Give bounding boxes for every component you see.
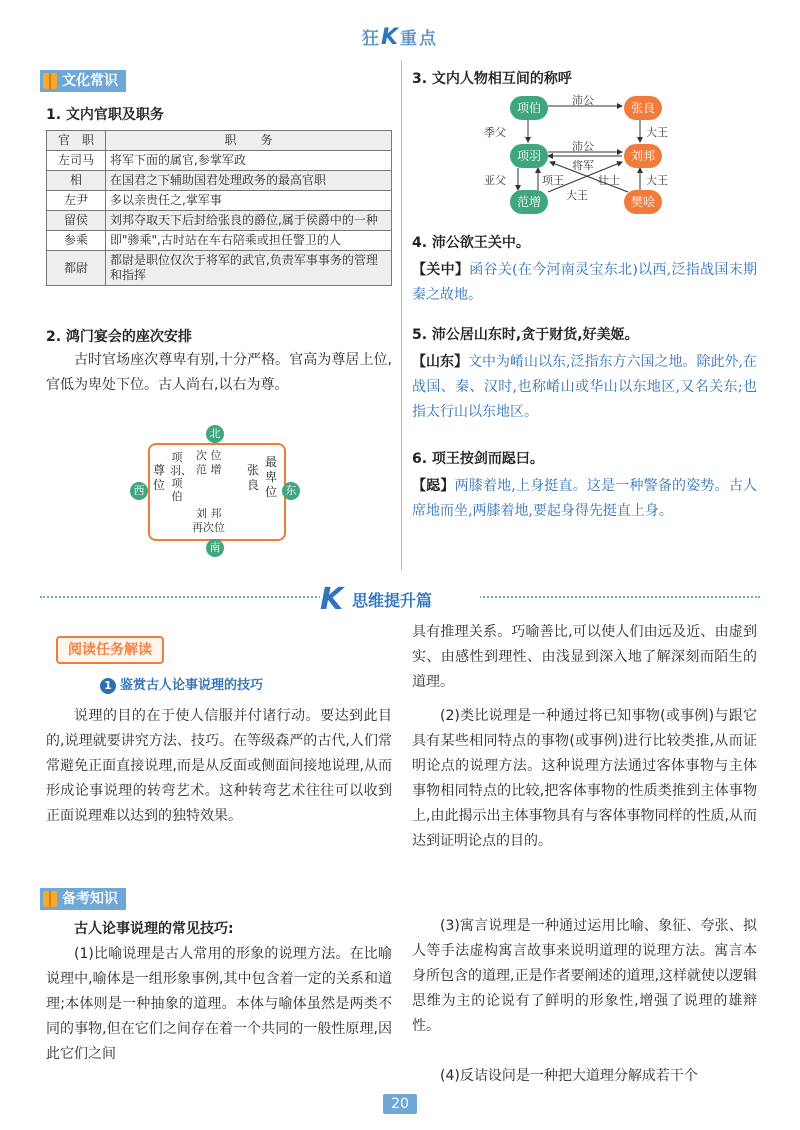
table-cell-title: 都尉 bbox=[47, 251, 106, 286]
section-title-text: 思维提升篇 bbox=[352, 591, 433, 610]
table-row bbox=[47, 171, 392, 191]
q5-explanation bbox=[412, 350, 757, 425]
table-cell-duty: 在国君之下辅助国君处理政务的最高官职 bbox=[106, 171, 392, 191]
q5-label: 【山东】 bbox=[412, 354, 469, 370]
technique-2-paragraph: (2)类比说理是一种通过将已知事物(或事例)与跟它具有某些相同特点的事物(或事例)进行比较类推,从而证明论点的说理方法。这种说理方法通过客体事物与主体事物相同特点的比较,把客体事物的性质类推到主体事物上,由此揭示出主体事物具有与客体事物同样的性质,从而达到证明论点的目的。 bbox=[412, 708, 757, 849]
culture-tag-label: 文化常识 bbox=[62, 73, 118, 89]
q6-heading: 6. 项王按剑而跽曰。 bbox=[412, 451, 544, 467]
table-row bbox=[47, 251, 392, 286]
seat-bottom-names: 刘 邦 bbox=[196, 507, 222, 520]
table-cell-title: 参乘 bbox=[47, 231, 106, 251]
technique-3-paragraph: (3)寓言说理是一种通过运用比喻、象征、夸张、拟人等手法虚构寓言故事来说明道理的说理方法。寓言本身所包含的道理,正是作者要阐述的道理,这样就使以逻辑思维为主的论说有了鲜明的形象性,增强了说理的雄辩性。 bbox=[412, 918, 757, 1034]
seat-left-inner: 项羽、项伯 bbox=[170, 451, 192, 503]
node-xiangyu: 项羽 bbox=[510, 144, 548, 168]
table-header-title: 官 职 bbox=[47, 131, 106, 151]
north-marker: 北 bbox=[206, 425, 224, 443]
south-marker: 南 bbox=[206, 539, 224, 557]
seating-diagram bbox=[130, 425, 300, 555]
edge-label: 将军 bbox=[572, 159, 594, 172]
book-icon bbox=[43, 73, 57, 89]
technique-1-continued: 具有推理关系。巧喻善比,可以使人们由远及近、由虚到实、由感性到理性、由浅显到深入地了解深刻而陌生的道理。 bbox=[412, 624, 757, 690]
heading-seating: 2. 鸿门宴会的座次安排 bbox=[46, 329, 192, 345]
q4-heading: 4. 沛公欲王关中。 bbox=[412, 235, 530, 251]
q6-text: 两膝着地,上身挺直。这是一种警备的姿势。古人席地而坐,两膝着地,要起身得先挺直上身。 bbox=[412, 478, 758, 519]
table-row bbox=[47, 151, 392, 171]
table-row bbox=[47, 191, 392, 211]
node-xiangbo: 项伯 bbox=[510, 96, 548, 120]
q4-explanation bbox=[412, 258, 757, 308]
seat-bottom-label: 再次位 bbox=[192, 521, 225, 534]
subheading-number: 1 bbox=[100, 678, 116, 694]
node-zhangliang: 张良 bbox=[624, 96, 662, 120]
edge-label: 亚父 bbox=[484, 174, 506, 187]
header-k-logo: K bbox=[380, 25, 401, 50]
section-title bbox=[320, 582, 480, 617]
q5-text: 文中为崤山以东,泛指东方六国之地。除此外,在战国、秦、汉时,也称崤山或华山以东地区,又名关东;也指太行山以东地区。 bbox=[412, 354, 757, 420]
technique-4-paragraph: (4)反诘设问是一种把大道理分解成若干个 bbox=[440, 1068, 698, 1084]
reading-task-badge: 阅读任务解读 bbox=[56, 636, 164, 664]
subheading-text: 鉴赏古人论事说理的技巧 bbox=[120, 678, 264, 693]
table-cell-title: 左尹 bbox=[47, 191, 106, 211]
table-cell-duty: 即"骖乘",古时站在车右陪乘或担任警卫的人 bbox=[106, 231, 392, 251]
exam-knowledge-label: 备考知识 bbox=[62, 891, 118, 907]
table-cell-duty: 刘邦夺取天下后封给张良的爵位,属于侯爵中的一种 bbox=[106, 211, 392, 231]
seat-left-outer: 尊位 bbox=[152, 463, 165, 492]
seat-right-outer: 最卑位 bbox=[264, 455, 277, 499]
edge-label: 大王 bbox=[646, 126, 668, 139]
subheading bbox=[100, 674, 263, 694]
heading-addresses: 3. 文内人物相互间的称呼 bbox=[412, 71, 572, 87]
table-header-duty: 职 务 bbox=[106, 131, 392, 151]
node-liubang: 刘邦 bbox=[624, 144, 662, 168]
table-cell-title: 留侯 bbox=[47, 211, 106, 231]
exam-knowledge-tag bbox=[40, 888, 126, 910]
header-left: 狂 bbox=[361, 29, 381, 49]
technique-1-paragraph: (1)比喻说理是古人常用的形象的说理方法。在比喻说理中,喻体是一组形象事例,其中包含着一定的关系和道理;本体则是一种抽象的道理。本体与喻体虽然是两类不同的事物,但在它们之间存在着一个共同的一般性原理,因此它们之间 bbox=[46, 946, 392, 1062]
west-marker: 西 bbox=[130, 482, 148, 500]
techniques-heading: 古人论事说理的常见技巧: bbox=[74, 921, 234, 937]
east-marker: 东 bbox=[282, 482, 300, 500]
q5-heading: 5. 沛公居山东时,贪于财货,好美姬。 bbox=[412, 327, 639, 343]
q6-label: 【跽】 bbox=[412, 478, 455, 494]
page-header bbox=[0, 24, 800, 50]
header-right: 重点 bbox=[400, 29, 439, 49]
book-icon bbox=[43, 891, 57, 907]
q4-label: 【关中】 bbox=[412, 262, 470, 278]
edge-label: 大王 bbox=[566, 189, 588, 202]
edge-label: 大王 bbox=[646, 174, 668, 187]
table-cell-duty: 将军下面的属官,参掌军政 bbox=[106, 151, 392, 171]
seat-top-label: 次 位 bbox=[196, 449, 222, 462]
section-k-logo: K bbox=[320, 582, 344, 617]
table-cell-title: 相 bbox=[47, 171, 106, 191]
q6-explanation bbox=[412, 474, 757, 524]
table-cell-duty: 多以亲贵任之,掌军事 bbox=[106, 191, 392, 211]
table-cell-duty: 都尉是职位仅次于将军的武官,负责军事事务的管理和指挥 bbox=[106, 251, 392, 286]
relationship-map bbox=[484, 92, 690, 212]
page-number: 20 bbox=[383, 1094, 417, 1114]
node-fanzeng: 范增 bbox=[510, 190, 548, 214]
heading-official-titles: 1. 文内官职及职务 bbox=[46, 107, 164, 123]
intro-paragraph: 说理的目的在于使人信服并付诸行动。要达到此目的,说理就要讲究方法、技巧。在等级森严的古代,人们常常避免正面直接说理,而是从反面或侧面间接地说理,从而形成论事说理的转弯艺术。这种转弯艺术往往可以收到正面说理难以达到的独特效果。 bbox=[46, 708, 392, 824]
table-header-row bbox=[47, 131, 392, 151]
edge-label: 项王 bbox=[542, 174, 564, 187]
column-divider bbox=[401, 60, 402, 570]
edge-label: 沛公 bbox=[572, 94, 594, 107]
officials-table bbox=[46, 130, 392, 286]
culture-tag bbox=[40, 70, 126, 92]
table-cell-title: 左司马 bbox=[47, 151, 106, 171]
edge-label: 季父 bbox=[484, 126, 506, 139]
seat-top-names: 范 增 bbox=[196, 463, 222, 476]
table-row bbox=[47, 211, 392, 231]
edge-label: 壮士 bbox=[598, 174, 620, 187]
q4-text: 函谷关(在今河南灵宝东北)以西,泛指战国末期秦之故地。 bbox=[412, 262, 758, 303]
table-row bbox=[47, 231, 392, 251]
seat-right-inner: 张良 bbox=[246, 463, 259, 492]
node-fankuai: 樊哙 bbox=[624, 190, 662, 214]
seating-paragraph: 古时官场座次尊卑有别,十分严格。官高为尊居上位,官低为卑处下位。古人尚右,以右为尊。 bbox=[46, 352, 392, 393]
edge-label: 沛公 bbox=[572, 140, 594, 153]
